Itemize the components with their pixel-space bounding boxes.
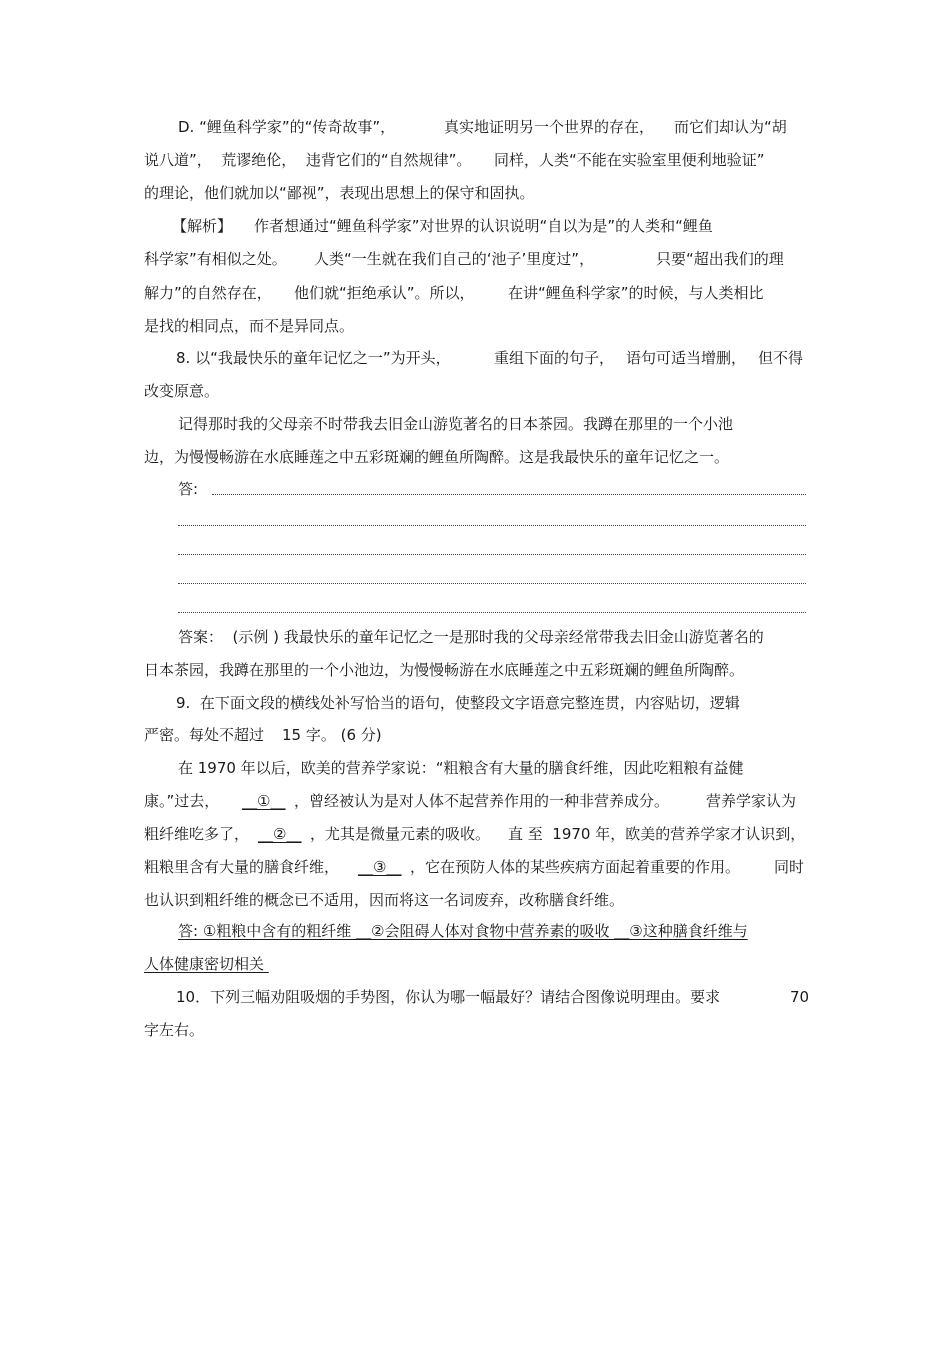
- answer-line-2[interactable]: [178, 525, 806, 526]
- option-d-line2-b: 同样，人类“不能在实验室里便利地验证”: [494, 151, 765, 169]
- blank-1[interactable]: __①__: [242, 792, 286, 810]
- blank-3[interactable]: __③__: [358, 858, 402, 876]
- q8-passage-line2: 边，为慢慢畅游在水底睡莲之中五彩斑斓的鲤鱼所陶醉。这是我最快乐的童年记忆之一。: [144, 448, 730, 466]
- q8-key-line1: 答案： (示例 ) 我最快乐的童年记忆之一是那时我的父母亲经常带我去旧金山游览著名的: [178, 628, 764, 646]
- q9-passage-line4-c: 同时: [774, 858, 805, 876]
- analysis-line2-a: 科学家”有相似之处。: [144, 250, 287, 268]
- q9-answer-line2: 人体健康密切相关: [144, 955, 269, 973]
- answer-line-5[interactable]: [178, 612, 806, 613]
- option-d-line3: 的理论，他们就加以“鄙视”，表现出思想上的保守和固执。: [144, 184, 535, 202]
- q9-passage-line2-c: 营养学家认为: [706, 792, 797, 810]
- q10-line2: 字左右。: [144, 1021, 205, 1039]
- analysis-line3-b: 他们就“拒绝承认”。所以，: [294, 284, 475, 302]
- analysis-line2-c: 只要“超出我们的理: [656, 250, 784, 268]
- q9-passage-line2-b: ，曾经被认为是对人体不起营养作用的一种非营养成分。: [294, 792, 670, 810]
- analysis-line2-b: 人类“一生就在我们自己的‘池子’里度过”，: [314, 250, 595, 268]
- option-d-line2-a: 说八道”， 荒谬绝伦， 违背它们的“自然规律”。: [144, 151, 472, 169]
- analysis-line1: 作者想通过“鲤鱼科学家”对世界的认识说明“自以为是”的人类和“鲤鱼: [254, 217, 713, 235]
- q9-passage-line1: 在 1970 年以后，欧美的营养学家说：“粗粮含有大量的膳食纤维，因此吃粗粮有益健: [178, 759, 744, 777]
- answer-line-1[interactable]: [212, 494, 806, 495]
- q8-line1-b: 重组下面的句子，: [494, 349, 615, 367]
- q9-passage-line4-b: ，它在预防人体的某些疾病方面起着重要的作用。: [410, 858, 741, 876]
- q9-line1: 9. 在下面文段的横线处补写恰当的语句，使整段文字语意完整连贯，内容贴切，逻辑: [176, 694, 740, 712]
- option-d-line1-b: 真实地证明另一个世界的存在，: [444, 118, 655, 136]
- q9-line2-a: 严密。每处不超过: [144, 726, 265, 744]
- q9-passage-line3-b: ，尤其是微量元素的吸收。: [310, 825, 491, 843]
- q8-passage-line1: 记得那时我的父母亲不时带我去旧金山游览著名的日本茶园。我蹲在那里的一个小池: [178, 415, 734, 433]
- q9-passage-line4-a: 粗粮里含有大量的膳食纤维，: [144, 858, 340, 876]
- q9-passage-line3-a: 粗纤维吃多了，: [144, 825, 250, 843]
- option-d-line1-c: 而它们却认为“胡: [674, 118, 787, 136]
- q8-line1-c: 语句可适当增删，: [626, 349, 747, 367]
- q8-answer-label: 答:: [178, 480, 199, 498]
- analysis-line3-c: 在讲“鲤鱼科学家”的时候，与人类相比: [508, 284, 764, 302]
- q8-line2: 改变原意。: [144, 382, 220, 400]
- analysis-line3-a: 解力”的自然存在，: [144, 284, 272, 302]
- analysis-line4: 是找的相同点，而不是异同点。: [144, 317, 355, 335]
- q9-passage-line3-c: 直 至 1970 年，欧美的营养学家才认识到，: [508, 825, 806, 843]
- q8-line1-a: 8. 以“我最快乐的童年记忆之一”为开头，: [176, 349, 451, 367]
- answer-line-4[interactable]: [178, 583, 806, 584]
- analysis-label: 【解析】: [172, 217, 233, 235]
- q8-line1-d: 但不得: [758, 349, 804, 367]
- q9-passage-line2-a: 康。”过去，: [144, 792, 220, 810]
- option-d-line1-a: D. “鲤鱼科学家”的“传奇故事”，: [178, 118, 396, 136]
- answer-line-3[interactable]: [178, 554, 806, 555]
- q10-line1-a: 10．下列三幅劝阻吸烟的手势图，你认为哪一幅最好？请结合图像说明理由。要求: [176, 988, 721, 1006]
- q9-answer-line1: 答: ①粗粮中含有的粗纤维 __②会阻碍人体对食物中营养素的吸收 __③这种膳食纤维与: [178, 922, 748, 940]
- q10-line1-b: 70: [790, 988, 810, 1006]
- q8-key-line2: 日本茶园，我蹲在那里的一个小池边，为慢慢畅游在水底睡莲之中五彩斑斓的鲤鱼所陶醉。: [144, 661, 745, 679]
- blank-2[interactable]: __②__: [258, 825, 302, 843]
- q9-line2-b: 15 字。 (6 分): [282, 726, 382, 744]
- q9-passage-line5: 也认识到粗纤维的概念已不适用，因而将这一名词废弃，改称膳食纤维。: [144, 891, 625, 909]
